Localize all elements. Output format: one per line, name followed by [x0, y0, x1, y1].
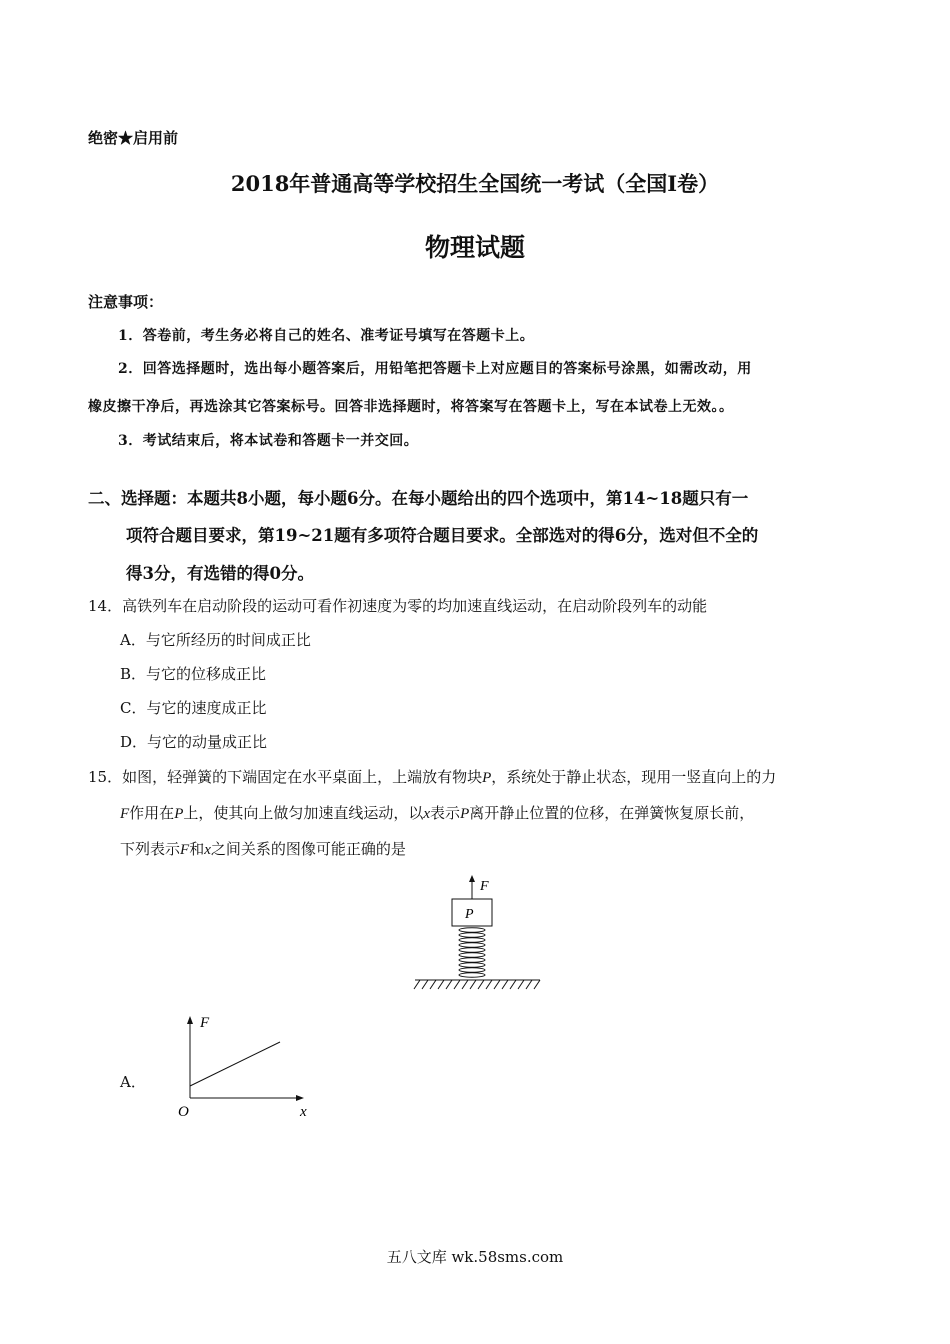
notice-item: 2．回答选择题时，选出每小题答案后，用铅笔把答题卡上对应题目的答案标号涂黑，如需改动，用	[118, 361, 752, 377]
stem-text: 如图，轻弹簧的下端固定在水平桌面上，上端放有物块	[122, 768, 483, 786]
exam-subject: 物理试题	[424, 233, 525, 262]
question-number: 14．	[88, 597, 123, 615]
var-p: P	[174, 806, 184, 822]
graph-option-a-label: A．	[120, 1073, 146, 1091]
y-axis-arrow	[187, 1016, 193, 1024]
x-axis-label: x	[300, 1104, 307, 1120]
block-label: P	[465, 907, 474, 922]
stem-text: 和	[189, 840, 205, 858]
x-axis-arrow	[296, 1095, 304, 1101]
notice-heading: 注意事项：	[88, 293, 164, 311]
graph-a	[170, 1010, 320, 1122]
question-15-line	[120, 838, 406, 859]
section-instructions: 得3分，有选错的得0分。	[126, 564, 314, 583]
notice-item: 3．考试结束后，将本试卷和答题卡一并交回。	[118, 433, 419, 449]
var-x: x	[423, 806, 431, 822]
y-axis-label: F	[200, 1015, 210, 1031]
notice-item: 1．答卷前，考生务必将自己的姓名、准考证号填写在答题卡上。	[118, 328, 535, 344]
spring	[459, 928, 485, 977]
confidential-label: 绝密★启用前	[88, 129, 179, 147]
stem-text: 离开静止位置的位移，在弹簧恢复原长前，	[469, 804, 755, 822]
question-stem: 高铁列车在启动阶段的运动可看作初速度为零的均加速直线运动，在启动阶段列车的动能	[122, 597, 708, 615]
question-15-line	[120, 802, 754, 823]
spring-block-figure	[410, 872, 550, 994]
var-p: P	[482, 770, 492, 786]
section-instructions: 项符合题目要求，第19~21题有多项符合题目要求。全部选对的得6分，选对但不全的	[126, 526, 759, 545]
var-x: x	[204, 842, 211, 858]
footer-watermark: 五八文库 wk.58sms.com	[386, 1248, 564, 1266]
question-14	[88, 595, 707, 616]
stem-text: ，系统处于静止状态，现用一竖直向上的力	[491, 768, 777, 786]
option-d: D．与它的动量成正比	[120, 733, 268, 751]
force-arrow-head	[469, 875, 475, 882]
stem-text: 之间关系的图像可能正确的是	[210, 840, 406, 858]
option-b: B．与它的位移成正比	[120, 665, 267, 683]
table-hatch	[414, 980, 540, 989]
question-number: 15．	[88, 768, 123, 786]
var-f: F	[180, 842, 190, 858]
stem-text: 作用在	[129, 804, 175, 822]
graph-line	[190, 1042, 280, 1086]
stem-text: 下列表示	[120, 840, 181, 858]
section-instructions: 二、选择题：本题共8小题，每小题6分。在每小题给出的四个选项中，第14~18题只有一	[88, 489, 749, 508]
option-a: A．与它所经历的时间成正比	[120, 631, 311, 649]
stem-text: 表示	[430, 804, 461, 822]
var-f: F	[120, 806, 130, 822]
notice-item: 橡皮擦干净后，再选涂其它答案标号。回答非选择题时，将答案写在答题卡上，写在本试卷上无效。。	[88, 399, 734, 415]
question-15-line	[88, 766, 776, 787]
force-label: F	[480, 879, 489, 894]
origin-label: O	[178, 1104, 189, 1120]
exam-title: 2018年普通高等学校招生全国统一考试（全国I卷）	[230, 171, 720, 196]
stem-text: 上，使其向上做匀加速直线运动，以	[183, 804, 424, 822]
option-c: C．与它的速度成正比	[120, 699, 267, 717]
var-p: P	[460, 806, 470, 822]
